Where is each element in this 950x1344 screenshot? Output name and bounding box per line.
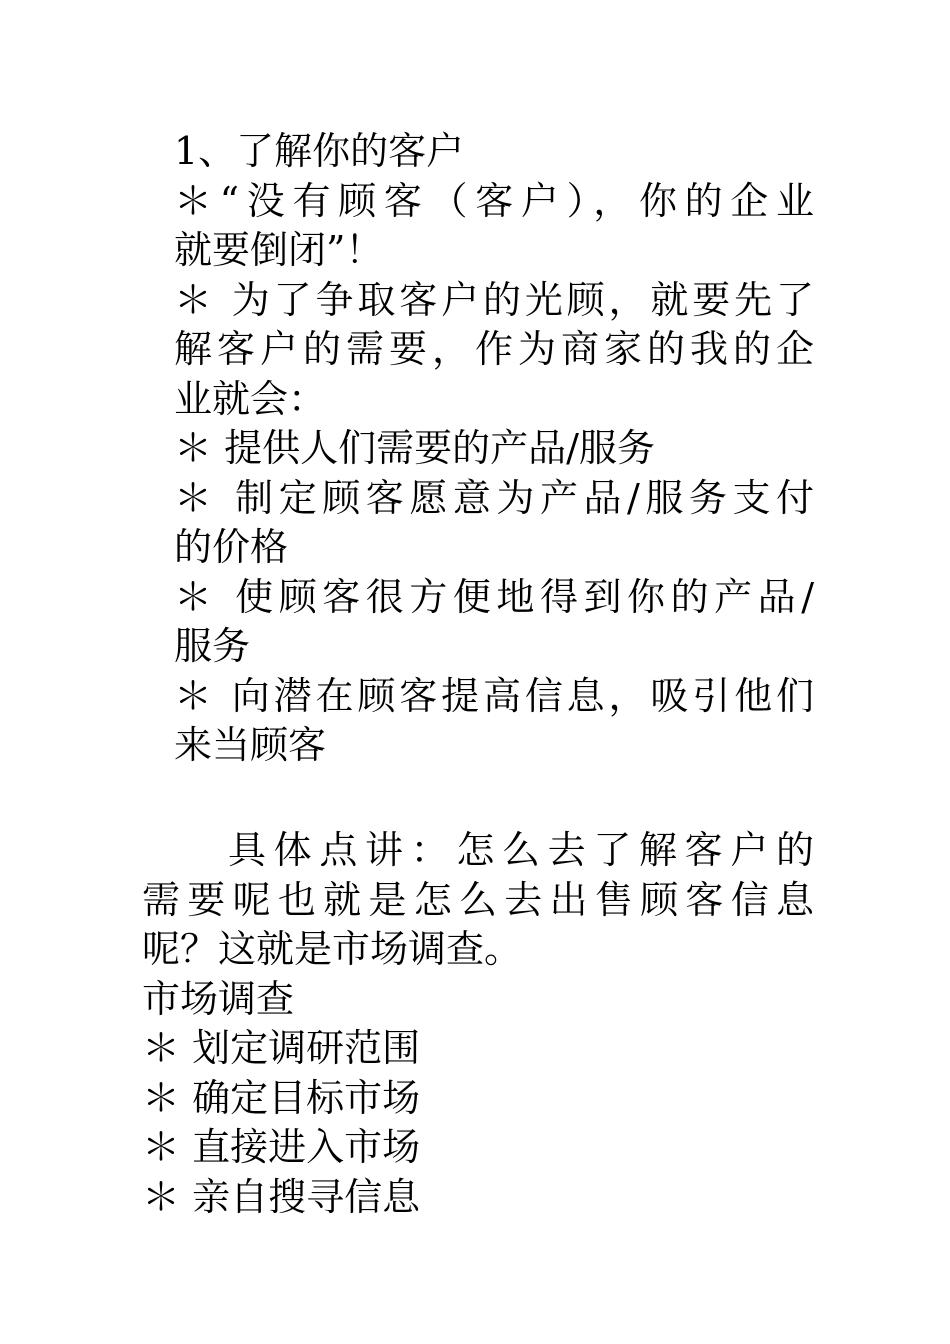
bullet-line: ＊ 使顾客很方便地得到你的产品/ [174, 574, 814, 619]
text-line: 的价格 [174, 525, 289, 569]
bullet-line: ＊ 向潜在顾客提高信息，吸引他们 [174, 673, 814, 718]
text-line: 就要倒闭”！ [174, 228, 384, 272]
text-line: 服务 [174, 624, 251, 668]
bullet-line: ＊ 制定顾客愿意为产品/服务支付 [174, 475, 814, 520]
list-item: ＊ 亲自搜寻信息 [142, 1174, 421, 1219]
bullet-line: ＊“没有顾客（客户），你的企业 [174, 178, 814, 223]
customer-section [174, 127, 814, 771]
bullet-line: ＊ 提供人们需要的产品/服务 [174, 426, 655, 470]
list-item: ＊ 直接进入市场 [142, 1125, 421, 1169]
text-line: 业就会： [174, 376, 327, 421]
subheading: 市场调查 [142, 976, 295, 1021]
list-item: ＊ 确定目标市场 [142, 1075, 421, 1120]
market-research-section [142, 826, 814, 1222]
paragraph-line: 需要呢也就是怎么去出售顾客信息 [142, 877, 814, 922]
bullet-line: ＊ 为了争取客户的光顾，就要先了 [174, 277, 814, 322]
paragraph-line: 呢？这就是市场调查。 [142, 927, 523, 971]
paragraph-line: 具体点讲：怎么去了解客户的 [228, 828, 814, 872]
section-heading: 1、了解你的客户 [174, 129, 465, 173]
text-line: 来当顾客 [174, 723, 327, 767]
text-line: 解客户的需要，作为商家的我的企 [174, 327, 814, 371]
list-item: ＊ 划定调研范围 [142, 1026, 421, 1070]
